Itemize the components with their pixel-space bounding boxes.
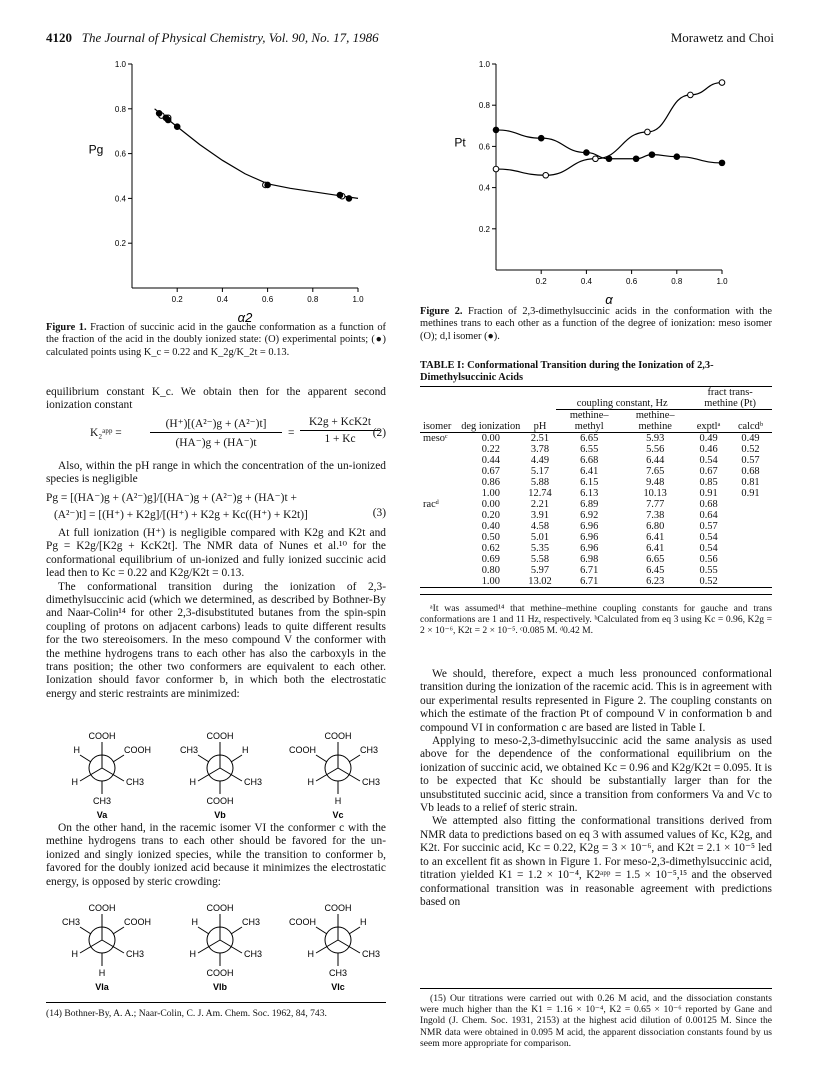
table-cell: 0.85 (699, 477, 718, 488)
back-bond (231, 755, 242, 762)
x-axis-label: α (605, 292, 613, 306)
table-cell: 5.35 (530, 543, 550, 554)
table-h-exptl: exptlᵃ (696, 421, 721, 432)
page-header (46, 30, 774, 48)
substituent-label: COOH (124, 745, 151, 755)
table-cell: 1.00 (481, 576, 500, 587)
back-bond (316, 755, 327, 762)
x-tick-label: 1.0 (716, 277, 728, 286)
newman-row-V (60, 728, 380, 820)
dl-isomer-point (606, 156, 612, 162)
table-cell: 0.62 (481, 543, 500, 554)
table-cell: 0.52 (741, 444, 760, 455)
table-cell: 0.49 (741, 433, 760, 444)
figure-1-plot (46, 56, 386, 326)
back-bond (349, 755, 360, 762)
table-cell: 6.41 (646, 532, 665, 543)
y-tick-label: 0.6 (478, 142, 490, 152)
right-paragraph-3: We attempted also fitting the conformational transitions derived from NMR data to predictions based on eq 3 with assumed values of Kc, K2g, and K2t. For succinic acid, Kc = 0.22, K2g = 3 × 10⁻⁶, and K2t = 2.1 × 10⁻⁵ led to an excellent fit as shown in Figure 1. For meso-2,3-dimethylsuccinic acid, titration yielded K1 = 1.2 × 10⁻⁴, K2ᵃᵖᵖ = 1.5 × 10⁻⁵,¹⁵ and the observed conformational transition was in reasonable agreement with predictions based on (420, 815, 772, 908)
table-cell: 6.96 (580, 532, 599, 543)
back-bond (349, 927, 360, 934)
table-cell (729, 565, 772, 576)
table-cell (420, 565, 458, 576)
right-paragraph-2: Applying to meso-2,3-dimethylsuccinic acid the same analysis as used above for the dependence of the conformational equilibrium on the ionization of succinic acid, we obtained Kc = 0.96 and K2g/K2t = 0.095. It is to be expected that Kc should be substantially larger than for the unsubstituted succinic acid, since a transition from conformers Va and Vc to Vb leads to a relief of steric strain. (420, 735, 772, 815)
x-tick-label: 0.2 (171, 295, 183, 304)
substituent-label: CH3 (362, 777, 380, 787)
table-h-isomer: isomer (423, 421, 452, 432)
substituent-label: COOH (88, 731, 116, 741)
substituent-label: CH3 (242, 917, 261, 927)
table-cell: 6.44 (646, 455, 665, 466)
substituent-label: CH3 (92, 796, 112, 806)
y-axis-label: Pt (454, 135, 466, 150)
table-cell: 3.78 (530, 444, 550, 455)
x-tick-label: 1.0 (352, 295, 364, 304)
table-cell: 0.52 (699, 576, 718, 587)
table-cell: 9.48 (646, 477, 665, 488)
substituent-label: H (189, 949, 196, 959)
newman-row-VI (60, 900, 380, 992)
table-cell: 0.46 (699, 444, 718, 455)
substituent-label: COOH (88, 903, 116, 913)
x-tick-label: 0.6 (262, 295, 274, 304)
table-cell (420, 444, 458, 455)
substituent-label: H (71, 777, 78, 787)
table-row (420, 554, 772, 565)
eq2-equals: = (288, 427, 295, 439)
table-cell: 6.23 (646, 576, 665, 587)
eq2-numerator-2: K2g + KcK2t (300, 416, 380, 431)
table-cell: 0.91 (699, 488, 718, 499)
table-h-coupling: coupling constant, Hz (556, 387, 688, 410)
substituent-label: H (98, 968, 106, 978)
footnote-rule-left (46, 1002, 386, 1003)
table-cell: 5.58 (530, 554, 550, 565)
calculated-point (156, 110, 162, 116)
table-cell: 6.13 (580, 488, 599, 499)
table-cell (420, 521, 458, 532)
substituent-label: CH3 (126, 777, 145, 787)
conformer-label: Va (96, 810, 108, 820)
table-cell: 6.68 (580, 455, 599, 466)
substituent-label: H (71, 949, 78, 959)
table-cell: 6.41 (646, 543, 665, 554)
y-tick-label: 0.2 (478, 224, 490, 234)
dl-isomer-point (649, 152, 655, 158)
eq3-line-2: (A²⁻)t] = [(H⁺) + K2g]/[(H⁺) + K2g + Kc((H⁺) + K2t)] (54, 509, 308, 521)
table-cell: 7.38 (646, 510, 665, 521)
table-cell: 5.93 (646, 433, 665, 444)
substituent-label: COOH (124, 917, 151, 927)
table-cell (420, 488, 458, 499)
table-cell: 0.86 (481, 477, 500, 488)
calculated-point (174, 124, 180, 130)
table-row (420, 510, 772, 521)
figure-1-caption (46, 322, 386, 359)
table-cell: 7.77 (646, 499, 665, 510)
x-tick-label: 0.4 (216, 295, 228, 304)
table-cell (420, 532, 458, 543)
table-cell: 6.65 (580, 433, 599, 444)
dl-isomer-point (719, 160, 725, 166)
table-cell: 4.49 (530, 455, 550, 466)
table-cell: 0.00 (481, 499, 500, 510)
table-h-calcd: calcdᵇ (737, 421, 764, 432)
y-tick-label: 0.8 (114, 104, 126, 114)
left-paragraph-2: Also, within the pH range in which the concentration of the un-ionized species is negligible (46, 460, 386, 486)
substituent-label: CH3 (244, 777, 263, 787)
calculated-point (346, 196, 352, 202)
table-row (420, 444, 772, 455)
table-cell: 5.97 (530, 565, 550, 576)
conformer-label: Vc (332, 810, 344, 820)
meso-isomer-point (645, 129, 651, 135)
table-cell: 0.67 (481, 466, 500, 477)
substituent-label: H (189, 777, 196, 787)
page-number: 4120 (46, 30, 72, 45)
table-cell: 0.56 (699, 554, 718, 565)
back-bond (113, 927, 124, 934)
table-cell (729, 554, 772, 565)
fit-curve (155, 109, 358, 199)
table-cell: 0.00 (481, 433, 500, 444)
table-cell: 0.22 (481, 444, 500, 455)
eq2-number: (2) (372, 427, 386, 439)
substituent-label: COOH (324, 731, 352, 741)
left-paragraph-5: On the other hand, in the racemic isomer VI the conformer c with the methine hydrogens trans to each other should be favored for the un-ionized and singly ionized species, while the transition to conformer b, favored for the doubly ionized acid because it minimizes the electrostatic energy, is opposed by steric crowding: (46, 822, 386, 888)
table-row (420, 543, 772, 554)
table-cell: 6.89 (580, 499, 599, 510)
x-tick-label: 0.2 (535, 277, 547, 286)
calculated-point (165, 117, 171, 123)
table-row (420, 532, 772, 543)
eq2-numerator: (H⁺)[(A²⁻)g + (A²⁻)t] (150, 416, 282, 433)
table-cell: 0.49 (699, 433, 718, 444)
table-cell: 10.13 (643, 488, 667, 499)
table-cell: 5.17 (530, 466, 550, 477)
table-cell: 2.51 (530, 433, 550, 444)
table-row (420, 499, 772, 510)
substituent-label: H (73, 745, 80, 755)
figure-2-caption (420, 306, 772, 343)
table-h-ph: pH (533, 421, 547, 432)
y-tick-label: 1.0 (478, 60, 490, 69)
x-tick-label: 0.8 (307, 295, 319, 304)
substituent-label: COOH (206, 731, 234, 741)
table-cell (729, 543, 772, 554)
table-row (420, 488, 772, 499)
table-cell (420, 477, 458, 488)
substituent-label: H (307, 777, 314, 787)
substituent-label: H (307, 949, 314, 959)
table-cell: racᵈ (423, 499, 439, 510)
back-bond (198, 755, 209, 762)
table-cell: 7.65 (646, 466, 665, 477)
dl-isomer-point (584, 150, 590, 156)
substituent-label: CH3 (362, 949, 380, 959)
table-cell: 6.15 (580, 477, 599, 488)
calculated-point (265, 182, 271, 188)
table-cell: 5.88 (530, 477, 550, 488)
x-tick-label: 0.4 (580, 277, 592, 286)
footnote-rule-right (420, 988, 772, 989)
table-cell: 12.74 (528, 488, 552, 499)
dl-isomer-point (538, 135, 544, 141)
back-bond (231, 927, 242, 934)
table-cell: 5.01 (530, 532, 550, 543)
table-cell (729, 510, 772, 521)
table-cell: 0.80 (481, 565, 500, 576)
substituent-label: H (242, 745, 249, 755)
substituent-label: CH3 (126, 949, 145, 959)
substituent-label: COOH (206, 968, 234, 978)
substituent-label: CH3 (244, 949, 263, 959)
table-row (420, 576, 772, 588)
substituent-label: H (191, 917, 198, 927)
dl-isomer-point (633, 156, 639, 162)
table-cell: 6.45 (646, 565, 665, 576)
table-cell: 13.02 (528, 576, 552, 587)
table-cell: 0.57 (699, 521, 718, 532)
table-h-methine-methine: methine–methine (635, 410, 675, 432)
left-paragraph-3: At full ionization (H⁺) is negligible compared with K2g and K2t and Pg = K2g/[K2g + KcK2t]. The NMR data of Nunes et al.¹⁰ for the conformational equilibrium of un-ionized and fully ionized succinic acid lead then to Kc = 0.22 and K2g/K2t = 0.13. The conformational transition during the ionization of 2,3-dimethylsuccinic acid (which we determined, as described by Bothner-By and Naar-Colin¹⁴ for other 2,3-disubstituted butanes from the spin-spin coupling of protons on adjacent carbons) leads to quite different results for the two stereoisomers. In the meso compound V the conformer with the methine hydrogens trans to each other has also the carboxyls in the trans position; the other two conformers are equivalent to each other. Ionization should favor conformer b, in which both the electrostatic energy and steric restraints are minimized: (46, 527, 386, 700)
back-bond (316, 927, 327, 934)
table-row (420, 466, 772, 477)
dl-isomer-point (493, 127, 499, 133)
figure-2-plot (420, 56, 772, 306)
table-cell: 6.80 (646, 521, 665, 532)
substituent-label: COOH (206, 903, 234, 913)
table-cell (420, 554, 458, 565)
eq3-line-1: Pg = [(HA⁻)g + (A²⁻)g]/[(HA⁻)g + (A²⁻)g + (HA⁻)t + (46, 492, 297, 504)
footnote-15: (15) Our titrations were carried out with 0.26 M acid, and the dissociation constants were much higher than the K1 = 1.16 × 10⁻⁴, K2 = 0.65 × 10⁻⁶ reported by Gane and Ingold (J. Chem. Soc. 1931, 2153) at the highest acid dilution of 0.00125 M. Since the NMR data were obtained in 0.095 M acid, the apparent dissociation constants found by us seem more appropriate for comparison. (420, 993, 772, 1049)
table-h-fract: fract trans-methine (Pt) (688, 387, 772, 410)
y-tick-label: 1.0 (114, 60, 126, 69)
table-row (420, 455, 772, 466)
substituent-label: CH3 (328, 968, 348, 978)
table-cell (729, 499, 772, 510)
y-tick-label: 0.4 (114, 194, 126, 204)
table-cell: 0.44 (481, 455, 500, 466)
table-cell: 0.54 (699, 543, 718, 554)
running-authors: Morawetz and Choi (670, 30, 774, 45)
table-cell (420, 455, 458, 466)
substituent-label: COOH (289, 917, 316, 927)
substituent-label: CH3 (61, 917, 80, 927)
eq2-denominator-2: 1 + Kc (324, 433, 356, 445)
substituent-label: CH3 (179, 745, 198, 755)
right-paragraph-1: We should, therefore, expect a much less pronounced conformational transition during the ionization of the racemic acid. This is in agreement with our experimental results represented in Figure 2. The coupling constants on which the estimate of the fraction Pt of compound V in conformation b and compound VI in conformation c are based are listed in Table I. (420, 668, 772, 734)
conformer-label: VIa (95, 982, 109, 992)
conformer-label: Vb (214, 810, 226, 820)
table-cell: 0.68 (699, 499, 718, 510)
table-cell: 0.67 (699, 466, 718, 477)
figure-2-label: Figure 2. (420, 306, 463, 317)
table-cell: 0.54 (699, 455, 718, 466)
table-row (420, 565, 772, 576)
table-cell (420, 466, 458, 477)
figure-1-caption-text: Fraction of succinic acid in the gauche conformation as a function of the fraction of the acid in the doubly ionized state: (O) experimental points; (●) calculated points using K_c = 0.22 and K_2g/K_2t = 0.13. (46, 322, 386, 358)
substituent-label: H (360, 917, 367, 927)
table-1-footnotes: ᵃIt was assumed¹⁴ that methine–methine coupling constants for gauche and trans conformations are 1 and 11 Hz, respectively. ᵇCalculated from eq 3 using Kc = 0.96, K2g = 2 × 10⁻⁶, K2t = 2 × 10⁻⁵. ᶜ0.085 M. ᵈ0.42 M. (420, 594, 772, 637)
table-cell: 0.81 (741, 477, 760, 488)
back-bond (80, 927, 91, 934)
table-cell: 6.71 (580, 576, 599, 587)
table-cell: 0.68 (741, 466, 760, 477)
table-cell: 0.20 (481, 510, 500, 521)
journal-name: The Journal of Physical Chemistry, Vol. 90, No. 17, 1986 (81, 30, 379, 45)
y-axis-label: Pg (88, 142, 104, 157)
meso-isomer-point (719, 80, 725, 86)
table-cell: 6.55 (580, 444, 599, 455)
table-cell: 0.64 (699, 510, 718, 521)
substituent-label: COOH (324, 903, 352, 913)
table-cell (729, 521, 772, 532)
figure-2-caption-text: Fraction of 2,3-dimethylsuccinic acids in the conformation with the methines trans to each other as a function of the degree of ionization: meso isomer (O); d,l isomer (●). (420, 306, 772, 342)
table-cell: 1.00 (481, 488, 500, 499)
meso-isomer-point (493, 166, 499, 172)
table-1-title: TABLE I: Conformational Transition during the Ionization of 2,3-Dimethylsuccinic Acids (420, 360, 714, 384)
table-h-deg: deg ionization (461, 421, 521, 432)
y-tick-label: 0.6 (114, 149, 126, 159)
substituent-label: CH3 (360, 745, 379, 755)
table-1 (420, 386, 772, 637)
table-cell: 6.96 (580, 521, 599, 532)
table-cell: 2.21 (530, 499, 550, 510)
dl-isomer-point (674, 154, 680, 160)
table-cell: 6.96 (580, 543, 599, 554)
table-cell: 0.55 (699, 565, 718, 576)
figure-1-label: Figure 1. (46, 322, 87, 333)
table-cell: 5.56 (646, 444, 665, 455)
meso-isomer-point (593, 156, 599, 162)
y-tick-label: 0.4 (478, 183, 490, 193)
eq3-number: (3) (372, 507, 386, 519)
table-cell: 4.58 (530, 521, 550, 532)
meso-isomer-point (688, 92, 694, 98)
table-h-methine-methyl: methine–methyl (569, 410, 609, 432)
y-tick-label: 0.8 (478, 101, 490, 111)
table-cell: 0.54 (699, 532, 718, 543)
table-cell: 6.98 (580, 554, 599, 565)
conformer-label: VIc (331, 982, 345, 992)
table-row (420, 477, 772, 488)
substituent-label: COOH (289, 745, 316, 755)
back-bond (113, 755, 124, 762)
table-cell (420, 576, 458, 588)
table-cell (420, 543, 458, 554)
eq2-lhs: K₂ᵃᵖᵖ = (90, 427, 122, 439)
table-cell (729, 576, 772, 588)
table-cell: 0.91 (741, 488, 760, 499)
table-row (420, 521, 772, 532)
table-cell (729, 532, 772, 543)
table-row (420, 433, 772, 445)
x-axis-label: α2 (237, 310, 253, 325)
back-bond (80, 755, 91, 762)
footnote-14: (14) Bothner-By, A. A.; Naar-Colin, C. J. Am. Chem. Soc. 1962, 84, 743. (46, 1008, 327, 1019)
table-cell: 6.92 (580, 510, 599, 521)
table-cell: 6.65 (646, 554, 665, 565)
conformer-label: VIb (212, 982, 228, 992)
table-cell: 6.41 (580, 466, 599, 477)
x-tick-label: 0.8 (671, 277, 683, 286)
eq2-denominator: (HA⁻)g + (HA⁻)t (175, 437, 257, 449)
meso-isomer-point (543, 172, 549, 178)
left-paragraph-4: The conformational transition during the ionization of 2,3-dimethylsuccinic acid (which we determined, as described by Bothner-By and Naar-Colin¹⁴ for other 2,3-disubstituted butanes from the spin-spin coupling of protons on adjacent carbons) leads to quite different results for the two stereoisomers. In the meso compound V the conformer with the methine hydrogens trans to each other has also the carboxyls in the trans position; the other two conformers are equivalent to each other. Ionization should favor conformer b, in which both the electrostatic energy and steric restraints are minimized: (46, 580, 386, 700)
table-cell (420, 510, 458, 521)
table-cell: 0.50 (481, 532, 500, 543)
equation-2 (90, 416, 386, 452)
table-cell: 0.69 (481, 554, 500, 565)
substituent-label: COOH (206, 796, 234, 806)
calculated-point (337, 192, 343, 198)
equation-3 (46, 490, 386, 521)
table-cell: 0.57 (741, 455, 760, 466)
y-tick-label: 0.2 (114, 239, 126, 249)
table-cell: mesoᶜ (423, 433, 448, 444)
back-bond (198, 927, 209, 934)
table-cell: 6.71 (580, 565, 599, 576)
substituent-label: H (334, 796, 342, 806)
right-text (420, 668, 772, 909)
left-paragraph-1: equilibrium constant K_c. We obtain then for the apparent second ionization constant (46, 386, 386, 412)
x-tick-label: 0.6 (626, 277, 638, 286)
table-cell: 0.40 (481, 521, 500, 532)
table-cell: 3.91 (530, 510, 550, 521)
